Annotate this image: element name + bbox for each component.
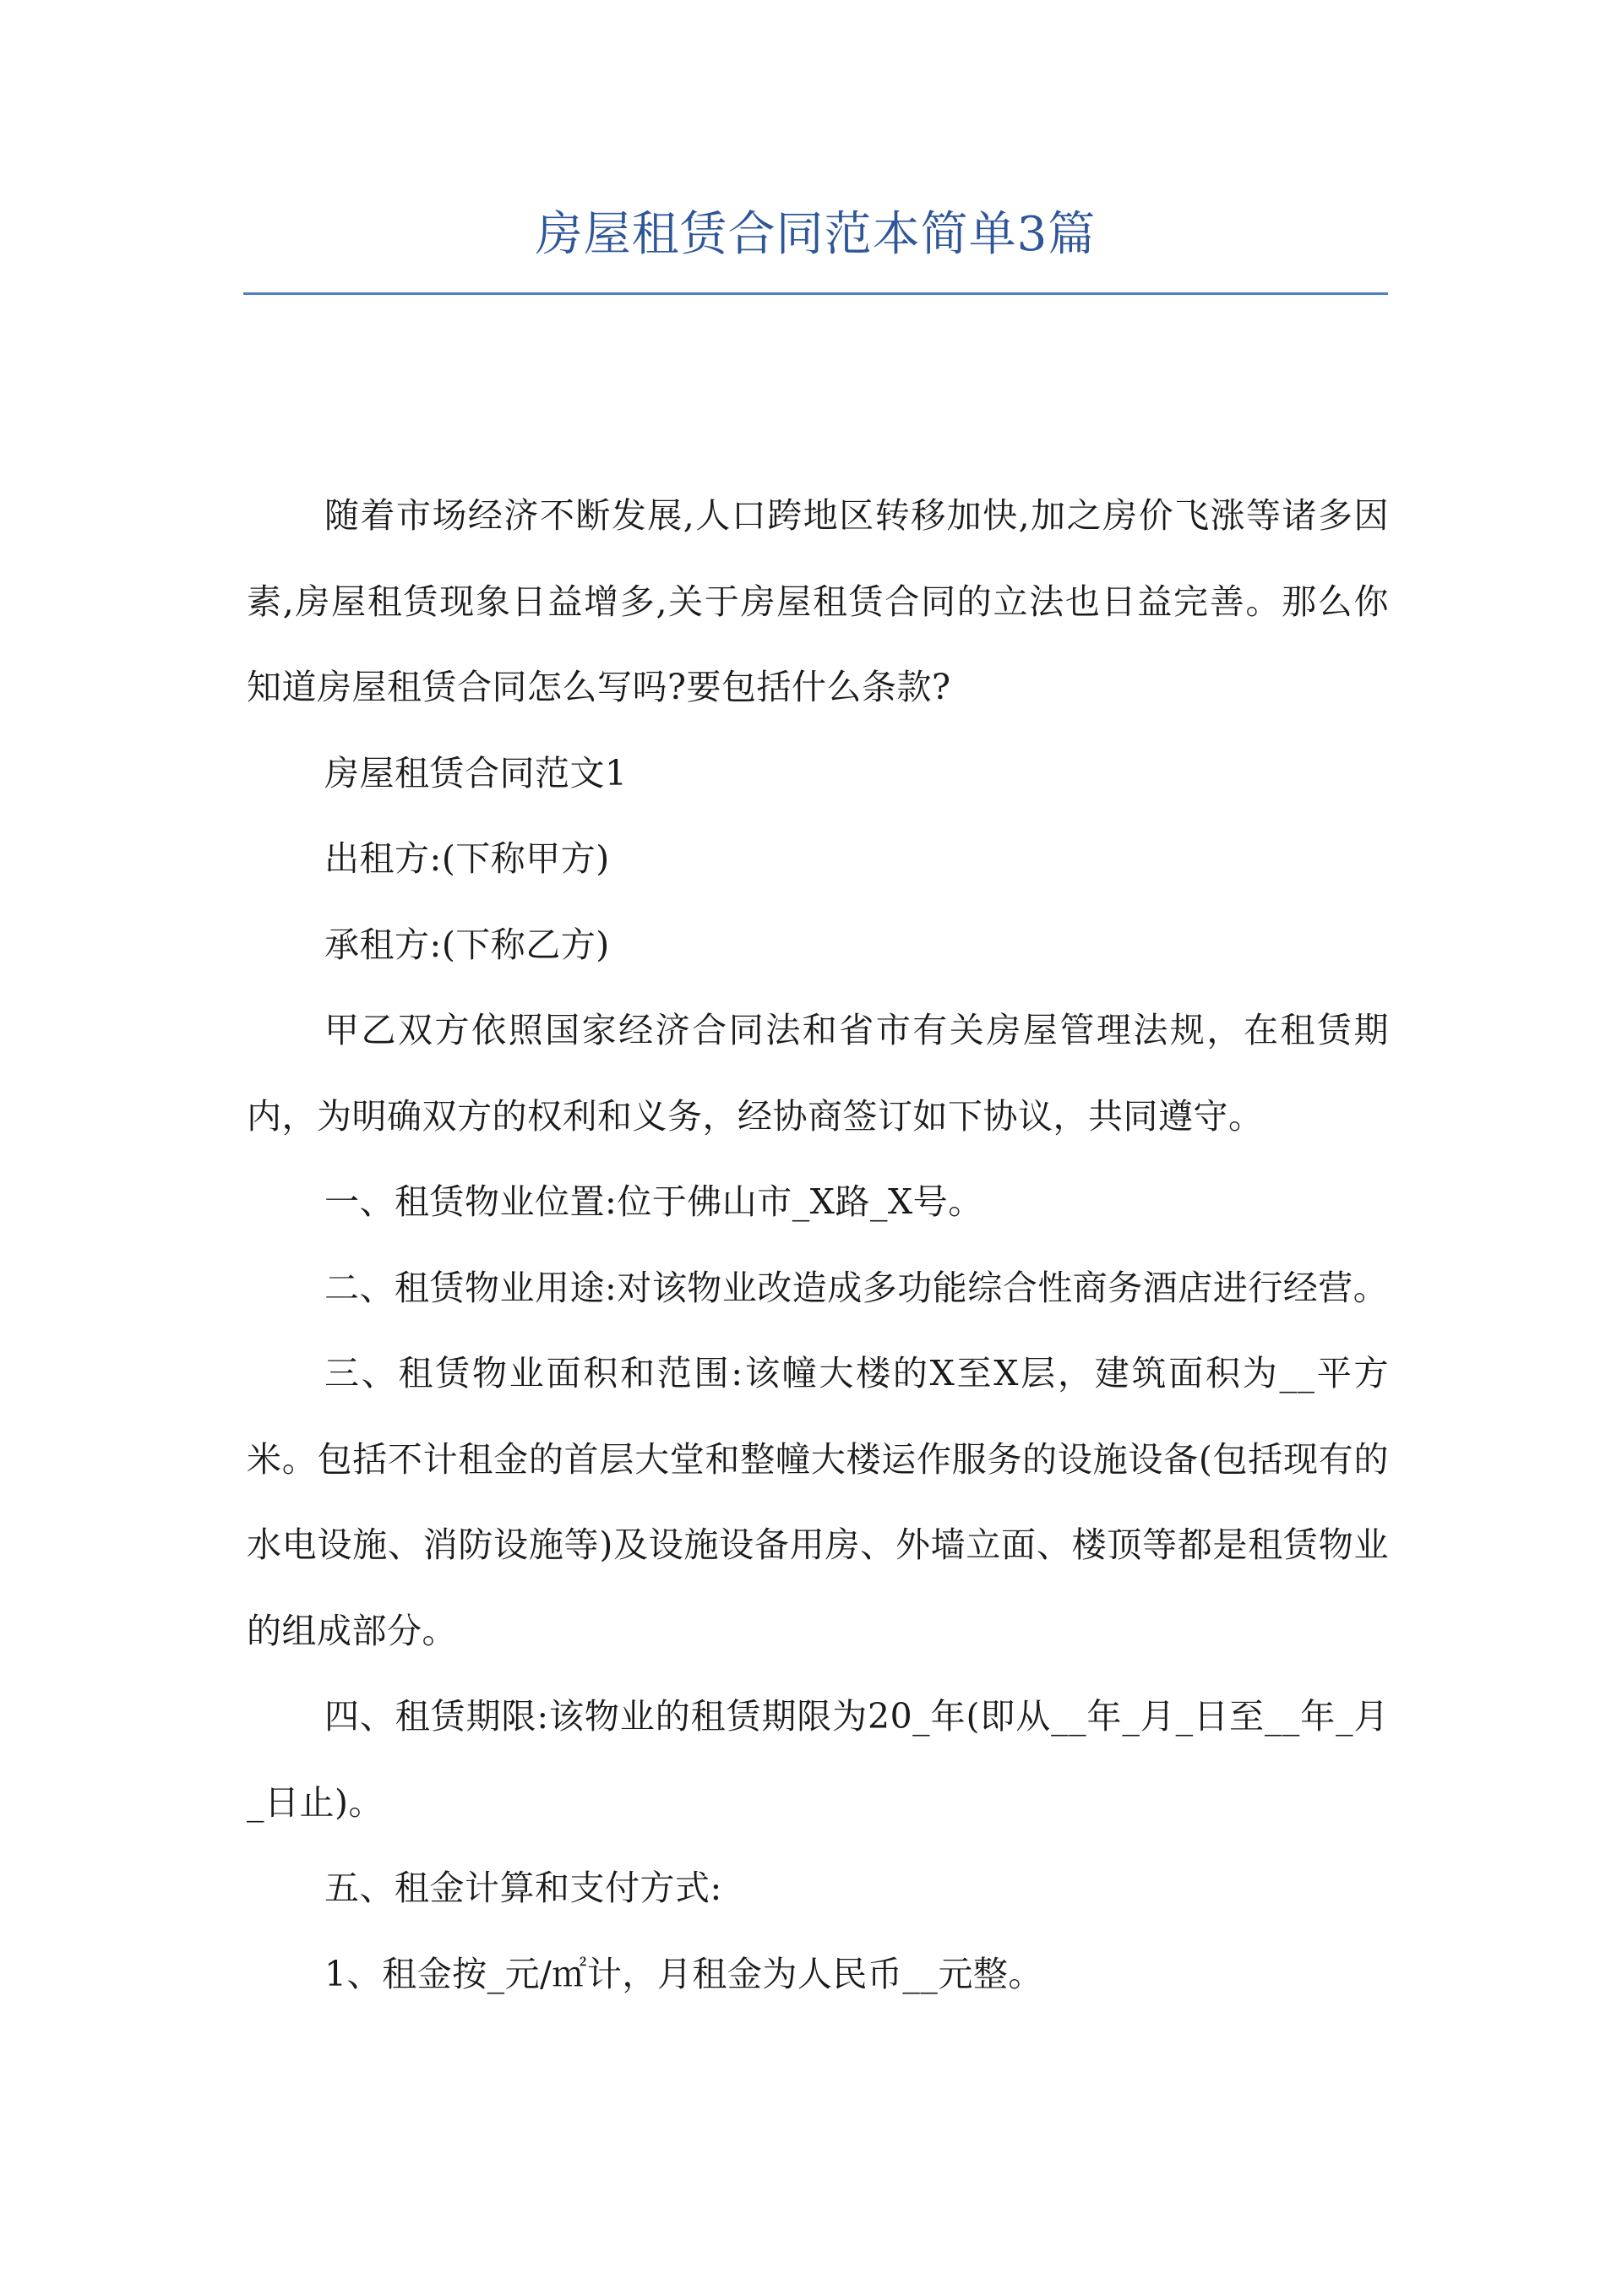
clause-rent-item-1: 1、租金按_元/㎡计，月租金为人民币__元整。 (324, 1953, 1043, 1994)
lessee-line: 承租方:(下称乙方) (324, 924, 610, 965)
document-body (247, 473, 1389, 2017)
agreement-preamble: 甲乙双方依照国家经济合同法和省市有关房屋管理法规，在租赁期内，为明确双方的权利和义务，经协商签订如下协议，共同遵守。 (247, 1010, 1389, 1137)
clause-rent-heading: 五、租金计算和支付方式: (324, 1868, 722, 1908)
page-title: 房屋租赁合同范本简单3篇 (535, 207, 1097, 262)
clause-usage: 二、租赁物业用途:对该物业改造成多功能综合性商务酒店进行经营。 (324, 1267, 1389, 1308)
lessor-line: 出租方:(下称甲方) (324, 838, 610, 879)
sample-heading: 房屋租赁合同范文1 (324, 752, 628, 794)
clause-area: 三、租赁物业面积和范围:该幢大楼的X至X层，建筑面积为__平方米。包括不计租金的首层大堂和整幢大楼运作服务的设施设备(包括现有的水电设施、消防设施等)及设施设备用房、外墙立面、楼顶等都是租赁物业的组成部分。 (247, 1353, 1389, 1651)
title-divider (243, 292, 1388, 295)
clause-location: 一、租赁物业位置:位于佛山市_X路_X号。 (324, 1181, 983, 1222)
intro-paragraph: 随着市场经济不断发展,人口跨地区转移加快,加之房价飞涨等诸多因素,房屋租赁现象日益增多,关于房屋租赁合同的立法也日益完善。那么你知道房屋租赁合同怎么写吗?要包括什么条款? (247, 495, 1389, 707)
clause-term: 四、租赁期限:该物业的租赁期限为20_年(即从__年_月_日至__年_月_日止)。 (247, 1696, 1389, 1823)
